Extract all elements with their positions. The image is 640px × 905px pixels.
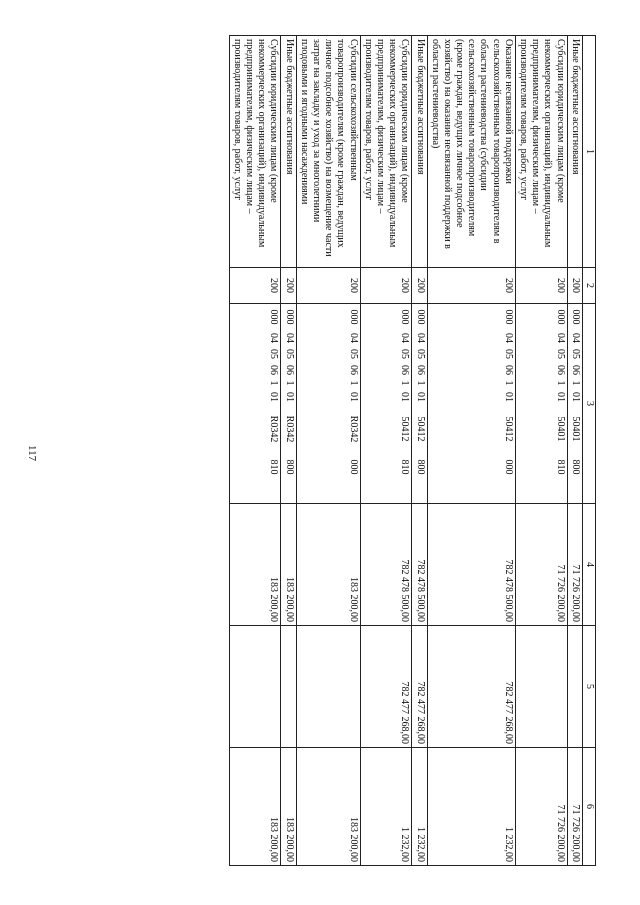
code-part: 04 (283, 333, 295, 343)
row-col-4: 782 478 500,00 (412, 504, 427, 626)
row-col-6: 183 200,00 (281, 748, 296, 866)
row-budget-code (229, 304, 281, 504)
row-col-6: 183 200,00 (229, 748, 281, 866)
row-col-4: 183 200,00 (229, 504, 281, 626)
code-part: 800 (283, 459, 295, 475)
code-part: 01 (347, 392, 359, 402)
code-part: 810 (268, 459, 280, 475)
code-part: 810 (554, 459, 566, 475)
row-budget-code (412, 304, 427, 504)
code-part: 810 (399, 459, 411, 475)
code-part: 05 (268, 349, 280, 359)
row-name: Субсидии юридическим лицам (кроме некоммерческих организаций), индивидуальным предпринимателям, физическим лицам – производителям товаров, работ, услуг (360, 36, 412, 268)
code-part: 04 (414, 333, 426, 343)
header-col-3: 3 (582, 304, 595, 504)
row-col-5 (229, 626, 281, 748)
row-col-2: 200 (412, 268, 427, 304)
table-row (281, 36, 296, 866)
code-part: 05 (414, 349, 426, 359)
code-part: 06 (399, 365, 411, 375)
row-col-5 (567, 626, 582, 748)
code-part: 01 (399, 392, 411, 402)
code-part: 1 (554, 380, 566, 386)
code-part: 06 (268, 365, 280, 375)
code-part: 05 (283, 349, 295, 359)
code-part: 01 (268, 392, 280, 402)
code-part: 06 (347, 365, 359, 375)
code-part: 05 (502, 349, 514, 359)
code-part: 000 (569, 309, 581, 325)
page-number: 117 (26, 445, 38, 462)
code-part: 1 (268, 380, 280, 386)
row-name: Субсидии сельскохозяйственным товаропроизводителям (кроме граждан, ведущих личное подсобное хозяйство) на возмещение части затрат на закладку и уход за многолетними плодовыми и ягодными насаждениями (296, 36, 360, 268)
row-name: Иные бюджетные ассигнования (567, 36, 582, 268)
row-name: Субсидии юридическим лицам (кроме некоммерческих организаций), индивидуальным предпринимателям, физическим лицам – производителям товаров, работ, услуг (515, 36, 567, 268)
code-part: 1 (399, 380, 411, 386)
row-col-2: 200 (281, 268, 296, 304)
row-col-2: 200 (515, 268, 567, 304)
code-part: R0342 (347, 415, 359, 443)
code-part: 50412 (414, 416, 426, 442)
row-name: Иные бюджетные ассигнования (281, 36, 296, 268)
code-part: 50401 (569, 416, 581, 442)
row-col-4: 183 200,00 (281, 504, 296, 626)
code-part: 06 (554, 365, 566, 375)
code-part: R0342 (268, 415, 280, 443)
row-col-5: 782 477 268,00 (360, 626, 412, 748)
table-row (296, 36, 360, 866)
code-part: 06 (283, 365, 295, 375)
code-part: 01 (283, 392, 295, 402)
code-part: 04 (347, 333, 359, 343)
code-part: 05 (347, 349, 359, 359)
row-name: Субсидии юридическим лицам (кроме некоммерческих организаций), индивидуальным предпринимателям, физическим лицам – производителям товаров, работ, услуг (229, 36, 281, 268)
row-col-5 (296, 626, 360, 748)
code-part: 1 (347, 380, 359, 386)
row-name: Иные бюджетные ассигнования (412, 36, 427, 268)
row-col-4: 782 478 500,00 (360, 504, 412, 626)
row-budget-code (567, 304, 582, 504)
rotated-table-container (76, 35, 596, 865)
row-col-6: 1 232,00 (360, 748, 412, 866)
row-col-6: 183 200,00 (296, 748, 360, 866)
code-part: 05 (569, 349, 581, 359)
code-part: 04 (554, 333, 566, 343)
row-budget-code (296, 304, 360, 504)
header-col-1: 1 (582, 36, 595, 268)
row-col-6: 71 726 200,00 (567, 748, 582, 866)
table-row (229, 36, 281, 866)
row-col-4: 71 726 200,00 (515, 504, 567, 626)
code-part: 06 (569, 365, 581, 375)
code-part: 1 (502, 380, 514, 386)
header-col-4: 4 (582, 504, 595, 626)
row-col-2: 200 (229, 268, 281, 304)
code-part: 05 (554, 349, 566, 359)
code-part: 1 (283, 380, 295, 386)
budget-table (229, 35, 596, 866)
code-part: 000 (502, 309, 514, 325)
code-part: 06 (502, 365, 514, 375)
code-part: 50401 (554, 416, 566, 442)
code-part: 800 (569, 459, 581, 475)
row-col-5: 782 477 268,00 (412, 626, 427, 748)
code-part: 1 (414, 380, 426, 386)
row-budget-code (360, 304, 412, 504)
row-col-2: 200 (296, 268, 360, 304)
code-part: R0342 (283, 415, 295, 443)
row-col-2: 200 (567, 268, 582, 304)
row-col-5 (515, 626, 567, 748)
row-col-5 (281, 626, 296, 748)
code-part: 01 (414, 392, 426, 402)
code-part: 1 (569, 380, 581, 386)
code-part: 01 (569, 392, 581, 402)
code-part: 000 (414, 309, 426, 325)
code-part: 01 (502, 392, 514, 402)
code-part: 000 (268, 309, 280, 325)
row-col-4: 71 726 200,00 (567, 504, 582, 626)
code-part: 50412 (399, 416, 411, 442)
table-row (427, 36, 515, 866)
code-part: 05 (399, 349, 411, 359)
code-part: 04 (268, 333, 280, 343)
row-col-4: 782 478 500,00 (427, 504, 515, 626)
header-row (582, 36, 595, 866)
code-part: 000 (283, 309, 295, 325)
code-part: 04 (569, 333, 581, 343)
row-col-2: 200 (427, 268, 515, 304)
row-budget-code (515, 304, 567, 504)
table-row (515, 36, 567, 866)
header-col-5: 5 (582, 626, 595, 748)
table-row (360, 36, 412, 866)
row-name: Оказание несвязанной поддержки сельскохозяйственным товаропроизводителям в области растениеводства (субсидии сельскохозяйственным товаропроизводителям (кроме граждан, ведущих личное подсобное хозяйство) на оказание несвязанной поддержки в области растениеводства) (427, 36, 515, 268)
code-part: 000 (502, 459, 514, 475)
row-col-5: 782 477 268,00 (427, 626, 515, 748)
code-part: 000 (347, 459, 359, 475)
row-budget-code (281, 304, 296, 504)
row-col-4: 183 200,00 (296, 504, 360, 626)
row-col-6: 1 232,00 (412, 748, 427, 866)
code-part: 04 (502, 333, 514, 343)
code-part: 04 (399, 333, 411, 343)
table-row (567, 36, 582, 866)
row-col-6: 1 232,00 (427, 748, 515, 866)
header-col-2: 2 (582, 268, 595, 304)
code-part: 50412 (502, 416, 514, 442)
code-part: 000 (347, 309, 359, 325)
code-part: 01 (554, 392, 566, 402)
code-part: 000 (554, 309, 566, 325)
header-col-6: 6 (582, 748, 595, 866)
code-part: 800 (414, 459, 426, 475)
code-part: 06 (414, 365, 426, 375)
code-part: 000 (399, 309, 411, 325)
row-budget-code (427, 304, 515, 504)
table-row (412, 36, 427, 866)
row-col-6: 71 726 200,00 (515, 748, 567, 866)
row-col-2: 200 (360, 268, 412, 304)
